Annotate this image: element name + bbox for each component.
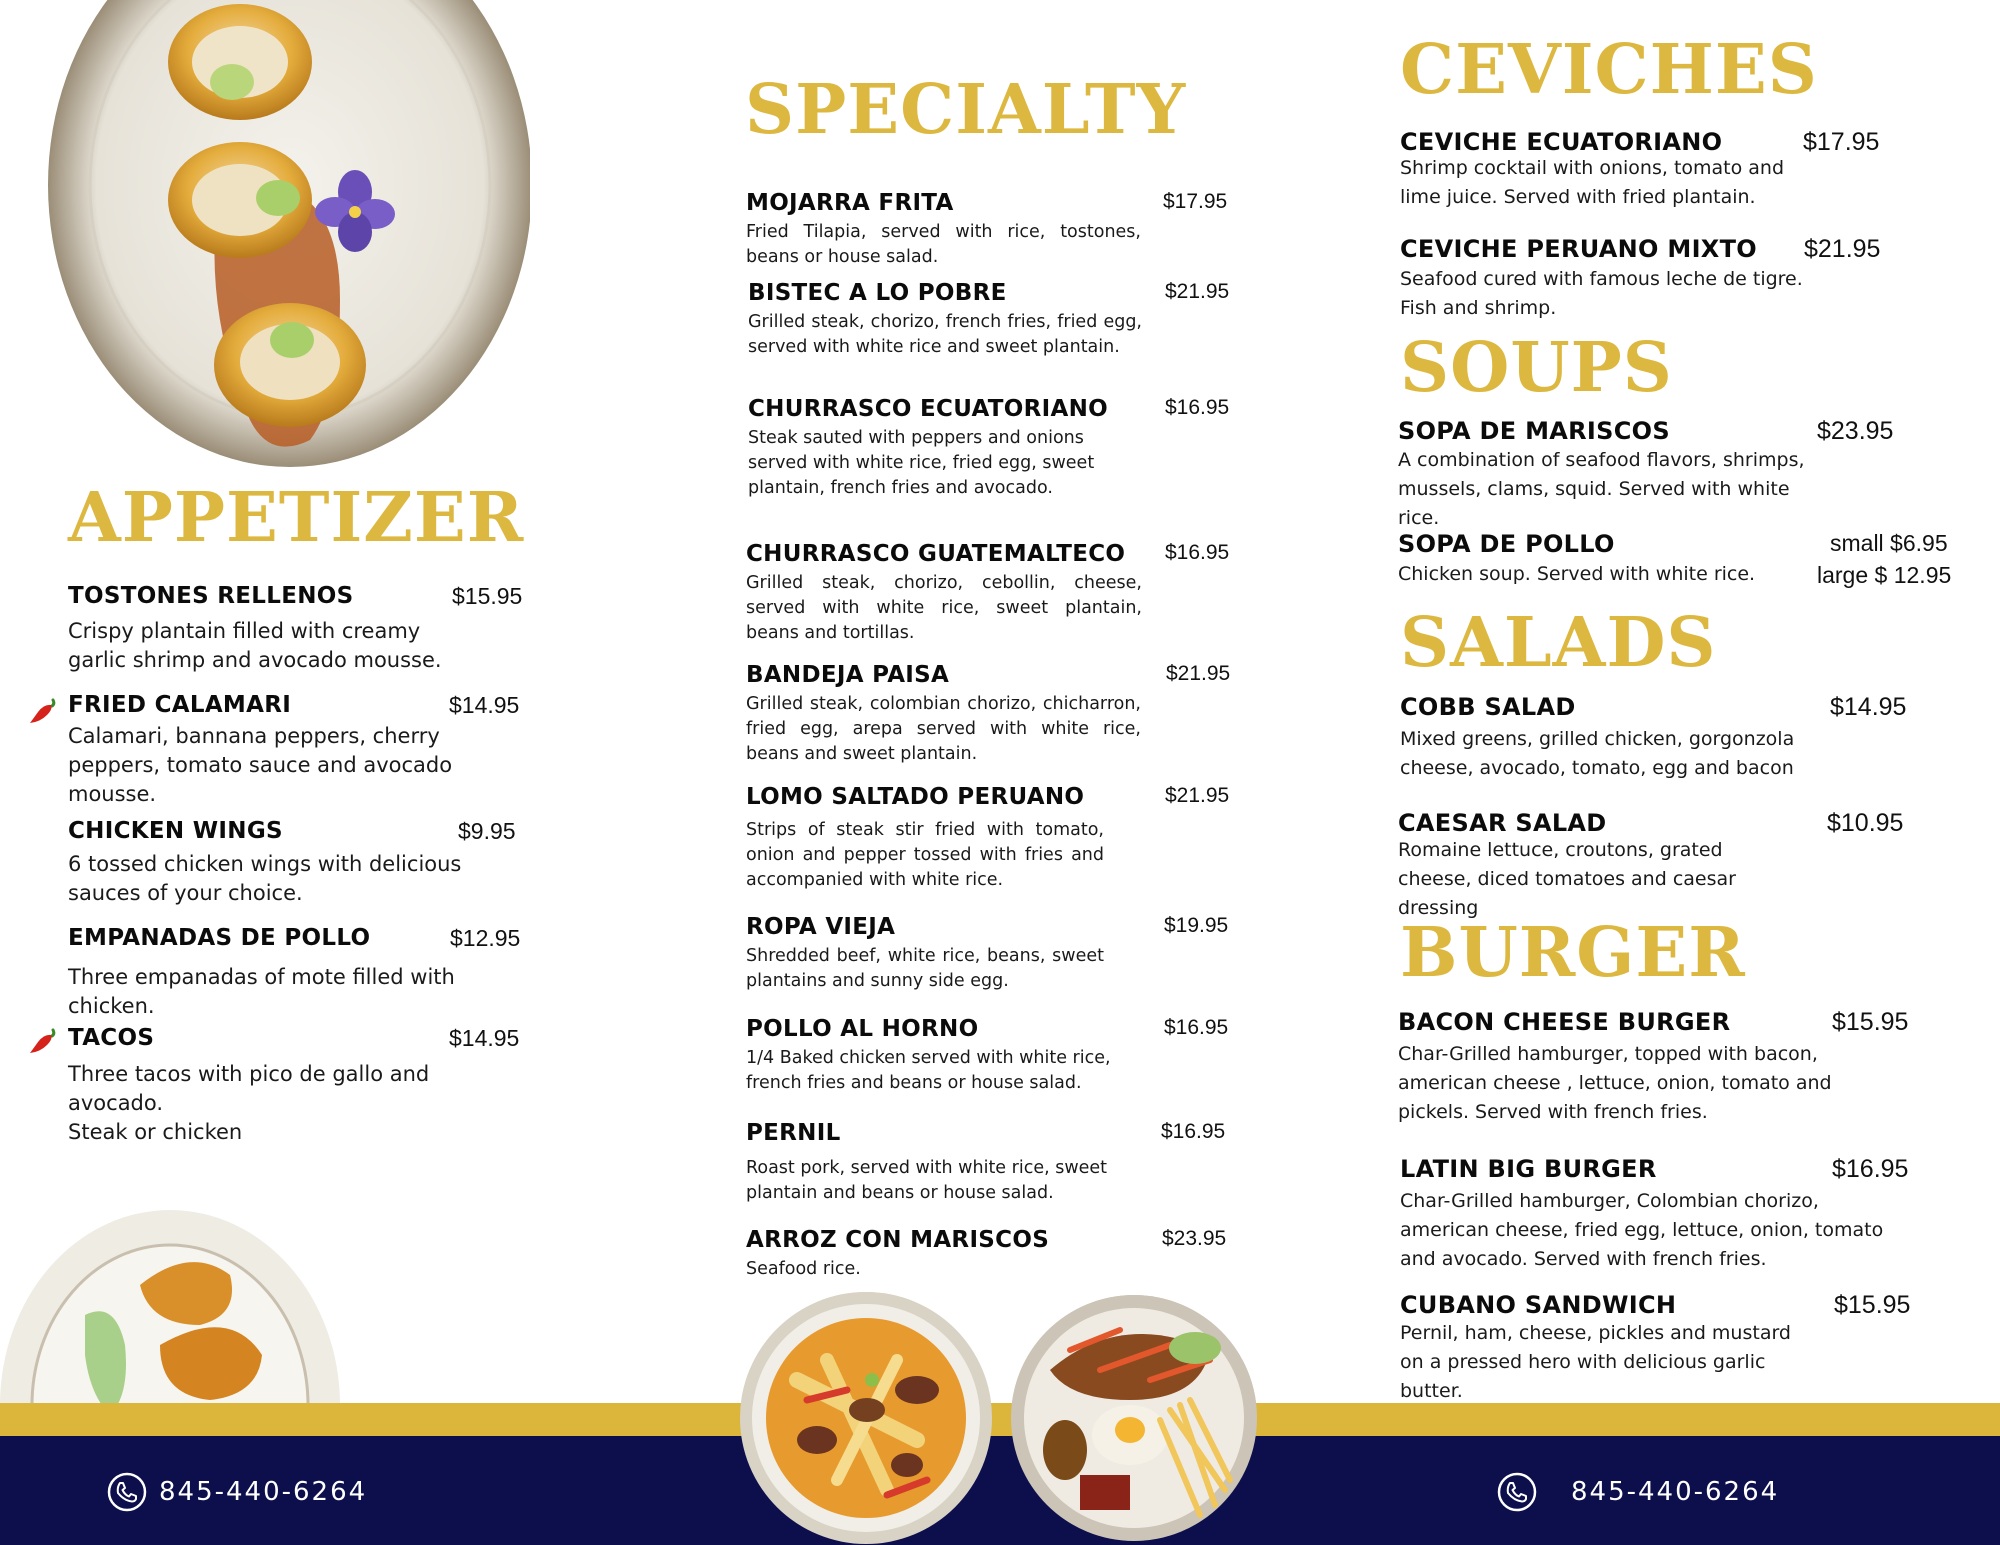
item-name: TOSTONES RELLENOS: [68, 583, 354, 609]
item-price: $9.95: [458, 818, 516, 844]
phone-icon: [1497, 1472, 1537, 1512]
item-name: POLLO AL HORNO: [746, 1016, 979, 1042]
item-name: CEVICHE PERUANO MIXTO: [1400, 235, 1757, 263]
item-price: $16.95: [1165, 541, 1230, 564]
item-price: $16.95: [1832, 1155, 1909, 1183]
phone-contact-right[interactable]: [1497, 1472, 1779, 1512]
item-description: Mixed greens, grilled chicken, gorgonzola cheese, avocado, tomato, egg and bacon: [1400, 728, 1795, 779]
item-name: BANDEJA PAISA: [746, 662, 950, 688]
item-price: $21.95: [1165, 784, 1230, 807]
item-description: Crispy plantain filled with creamy garlic shrimp and avocado mousse.: [68, 619, 442, 672]
item-price: $19.95: [1164, 914, 1229, 937]
item-name: SOPA DE MARISCOS: [1398, 417, 1670, 445]
item-name: SOPA DE POLLO: [1398, 530, 1615, 558]
specialty-heading: SPECIALTY: [745, 70, 1187, 150]
item-name: CHICKEN WINGS: [68, 818, 283, 844]
footer-gold-band: [0, 1403, 2000, 1436]
phone-contact-left[interactable]: [107, 1472, 367, 1512]
item-description: Chicken soup. Served with white rice.: [1398, 563, 1756, 585]
churrasco-photo-overlay: [1010, 1290, 1258, 1545]
item-name: EMPANADAS DE POLLO: [68, 925, 371, 951]
lomo-saltado-photo-overlay: [737, 1290, 995, 1545]
item-price: $17.95: [1163, 190, 1228, 213]
item-description: 1/4 Baked chicken served with white rice, french fries and beans or house salad.: [746, 1048, 1111, 1093]
item-description: Strips of steak stir fried with tomato, onion and pepper tossed with fries and accompanied with white rice.: [746, 820, 1104, 890]
item-price: $10.95: [1827, 809, 1904, 837]
tostones-photo: [10, 0, 530, 480]
item-description: Grilled steak, chorizo, french fries, fried egg, served with white rice and sweet plantain.: [748, 312, 1142, 357]
item-description: 6 tossed chicken wings with delicious sauces of your choice.: [68, 852, 462, 905]
item-price: $21.95: [1166, 662, 1231, 685]
item-price: $16.95: [1165, 396, 1230, 419]
phone-number: 845-440-6264: [159, 1477, 368, 1507]
item-name: CUBANO SANDWICH: [1400, 1291, 1677, 1319]
salads-heading: SALADS: [1400, 603, 1717, 683]
appetizer-heading: APPETIZER: [68, 478, 525, 558]
item-description: Shrimp cocktail with onions, tomato and lime juice. Served with fried plantain.: [1400, 157, 1785, 208]
chili-pepper-icon: [28, 1026, 58, 1056]
item-price-small: small $6.95: [1830, 530, 1948, 556]
phone-icon: [107, 1472, 147, 1512]
item-price: $21.95: [1165, 280, 1230, 303]
item-price: $14.95: [1830, 693, 1907, 721]
item-price: $16.95: [1161, 1120, 1226, 1143]
item-description: Three empanadas of mote filled with chicken.: [68, 965, 455, 1018]
item-description: Grilled steak, chorizo, cebollin, cheese, served with white rice, sweet plantain, beans and tortillas.: [746, 573, 1142, 643]
item-name: BISTEC A LO POBRE: [748, 280, 1007, 306]
item-price: $16.95: [1164, 1016, 1229, 1039]
item-description: Roast pork, served with white rice, sweet plantain and beans or house salad.: [746, 1158, 1108, 1203]
item-description: Calamari, bannana peppers, cherry peppers, tomato sauce and avocado mousse.: [68, 724, 453, 806]
item-name: FRIED CALAMARI: [68, 692, 292, 718]
burger-heading: BURGER: [1400, 913, 1746, 993]
item-price: $15.95: [1834, 1291, 1911, 1319]
item-price: $17.95: [1803, 128, 1880, 156]
item-name: MOJARRA FRITA: [746, 190, 954, 216]
item-price: $15.95: [1832, 1008, 1909, 1036]
item-name: ARROZ CON MARISCOS: [746, 1227, 1050, 1253]
item-name: BACON CHEESE BURGER: [1398, 1008, 1731, 1036]
item-description: Char-Grilled hamburger, Colombian chorizo, american cheese, fried egg, lettuce, onion, tomato and avocado. Served with french fries.: [1400, 1190, 1884, 1270]
soups-heading: SOUPS: [1400, 328, 1673, 408]
item-price: $21.95: [1804, 235, 1881, 263]
item-name: TACOS: [68, 1025, 155, 1051]
ceviches-heading: CEVICHES: [1400, 30, 1818, 110]
item-name: CHURRASCO ECUATORIANO: [748, 396, 1109, 422]
item-name: LOMO SALTADO PERUANO: [746, 784, 1085, 810]
item-description: Char-Grilled hamburger, topped with bacon, american cheese , lettuce, onion, tomato and pickels. Served with french fries.: [1398, 1043, 1832, 1123]
item-price: $14.95: [449, 692, 520, 718]
phone-number: 845-440-6264: [1571, 1477, 1780, 1507]
item-description: A combination of seafood flavors, shrimps, mussels, clams, squid. Served with white rice.: [1398, 449, 1805, 529]
item-price: $23.95: [1162, 1227, 1227, 1250]
item-price-large: large $ 12.95: [1817, 562, 1952, 588]
item-description: Steak sauted with peppers and onions served with white rice, fried egg, sweet plantain, french fries and avocado.: [748, 428, 1095, 498]
item-price: $15.95: [452, 583, 523, 609]
item-description: Grilled steak, colombian chorizo, chicharron, fried egg, arepa served with white rice, beans and sweet plantain.: [746, 694, 1141, 764]
item-description: Three tacos with pico de gallo and avocado.: [68, 1062, 430, 1115]
item-name: COBB SALAD: [1400, 693, 1576, 721]
item-price: $12.95: [450, 925, 521, 951]
item-name: ROPA VIEJA: [746, 914, 896, 940]
item-name: CEVICHE ECUATORIANO: [1400, 128, 1723, 156]
item-name: CAESAR SALAD: [1398, 809, 1607, 837]
item-name: PERNIL: [746, 1120, 841, 1146]
item-name: LATIN BIG BURGER: [1400, 1155, 1657, 1183]
item-description: Seafood cured with famous leche de tigre. Fish and shrimp.: [1400, 268, 1803, 319]
item-description: Romaine lettuce, croutons, grated cheese, diced tomatoes and caesar dressing: [1398, 839, 1736, 919]
item-price: $14.95: [449, 1025, 520, 1051]
item-description: Shredded beef, white rice, beans, sweet plantains and sunny side egg.: [746, 946, 1104, 991]
chili-pepper-icon: [28, 696, 58, 726]
item-name: CHURRASCO GUATEMALTECO: [746, 541, 1126, 567]
item-description: Seafood rice.: [746, 1259, 861, 1279]
item-description-extra: Steak or chicken: [68, 1120, 243, 1144]
item-price: $23.95: [1817, 417, 1894, 445]
item-description: Pernil, ham, cheese, pickles and mustard on a pressed hero with delicious garlic butter.: [1400, 1322, 1791, 1402]
item-description: Fried Tilapia, served with rice, tostones, beans or house salad.: [746, 222, 1141, 267]
